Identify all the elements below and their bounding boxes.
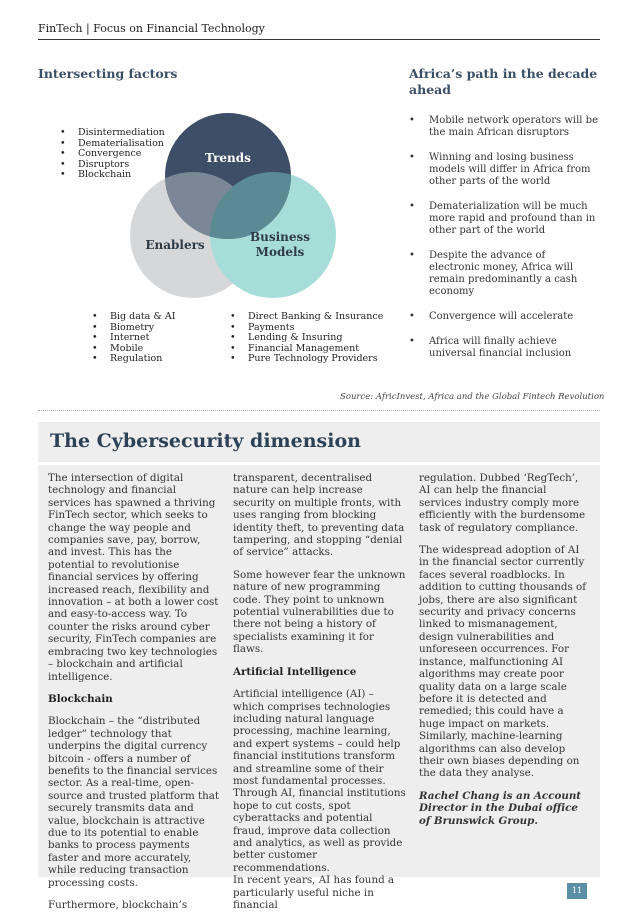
paragraph: In recent years, AI has found a particularly useful niche in financial [233,874,395,911]
africa-item: • Africa will finally achieve universal financial inclusion [409,336,599,360]
africa-item: • Dematerialization will be much more rapid and profound than in other part of the world [409,201,599,237]
enablers-item: • Biometry [92,323,175,334]
paragraph: transparent, decentralised nature can help increase security on multiple fronts, with uses ranging from blocking identity theft, to preventing data tampering, and stopping “denial of service” attacks. [233,472,405,559]
paragraph: The widespread adoption of AI in the financial sector currently faces several roadblocks. In addition to cutting thousands of jobs, there are also significant security and privacy concerns linked to mismanagement, design vulnerabilities and unforeseen occurrences. For instance, malfunctioning AI algorithms may create poor quality data on a large scale before it is detected and remedied; this could have a huge impact on markets. Similarly, machine-learning algorithms can also develop their own biases depending on the data they analyse. [419,544,587,780]
enablers-label: Enablers [145,238,205,252]
africa-item: • Winning and losing business models will differ in Africa from other parts of the world [409,152,599,188]
paragraph: Artificial intelligence (AI) – which comprises technologies including natural language processing, machine learning, and expert systems – could help financial institutions transform and streamline some of their most fundamental processes. Through AI, financial institutions hope to cut costs, spot cyberattacks and potential fraud, improve data collection and analytics, as well as provide better customer recommendations. [233,688,406,874]
column-3 [419,472,592,837]
trends-label: Trends [205,151,251,165]
paragraph: Blockchain – the “distributed ledger” technology that underpins the digital currency bitcoin - offers a number of benefits to the financial services sector. As a real-time, open-source and trusted platform that securely transmits data and value, blockchain is attractive due to its potential to enable banks to process payments faster and more accurately, while reducing transaction processing costs. [48,715,220,889]
business-item: • Financial Management [230,344,383,355]
paragraph: Some however fear the unknown nature of new programming code. They point to unknown potential vulnerabilities due to there not being a history of specialists examining it for flaws. [233,568,406,656]
enablers-item: • Mobile [92,344,175,355]
africa-item: • Despite the advance of electronic money, Africa will remain predominantly a cash economy [409,250,599,298]
intersecting-factors-title: Intersecting factors [38,66,178,81]
trends-item: • Convergence [60,149,165,160]
business-models-list [230,312,383,365]
column-2 [233,472,406,921]
enablers-item: • Internet [92,333,175,344]
business-item: • Direct Banking & Insurance [230,312,383,323]
dotted-divider [38,410,600,411]
africa-item: • Convergence will accelerate [409,311,599,323]
business-item: • Payments [230,323,383,334]
panel-divider [38,462,600,465]
paragraph: regulation. Dubbed ‘RegTech’, AI can help the financial services industry comply more efficiently with the burdensome task of regulatory compliance. [419,472,586,534]
africa-path-title: Africa’s path in the decade ahead [409,66,598,97]
subheading-blockchain: Blockchain [48,692,113,705]
business-item: • Pure Technology Providers [230,354,383,365]
africa-item: • Mobile network operators will be the main African disruptors [409,115,599,139]
enablers-list [92,312,175,365]
trends-item: • Disintermediation [60,128,165,139]
subheading-ai: Artificial Intelligence [233,665,357,678]
venn-diagram [118,108,348,308]
paragraph: The intersection of digital technology and financial services has spawned a thriving FinTech sector, which seeks to change the way people and companies save, pay, borrow, and invest. This has the potential to revolutionise financial services by offering increased reach, flexibility and innovation – at both a lower cost and easy-to-access way. To counter the risks around cyber security, FinTech companies are embracing two key technologies – blockchain and artificial intelligence. [48,472,219,683]
source-note: Source: AfricInvest, Africa and the Global Fintech Revolution [340,392,605,402]
author-note: Rachel Chang is an Account Director in the Dubai office of Brunswick Group. [419,789,582,827]
header-rule [38,39,600,40]
business-models-label: Business Models [250,230,311,259]
enablers-item: • Regulation [92,354,175,365]
africa-list [409,115,599,373]
paragraph: Furthermore, blockchain’s [48,899,188,911]
trends-item: • Blockchain [60,170,165,181]
cybersecurity-title: The Cybersecurity dimension [50,430,361,452]
trends-item: • Disruptors [60,160,165,171]
page-number: 11 [567,883,587,899]
trends-item: • Dematerialisation [60,139,165,150]
enablers-item: • Big data & AI [92,312,175,323]
running-header: FinTech | Focus on Financial Technology [38,22,265,35]
business-item: • Lending & Insuring [230,333,383,344]
column-1 [48,472,220,921]
